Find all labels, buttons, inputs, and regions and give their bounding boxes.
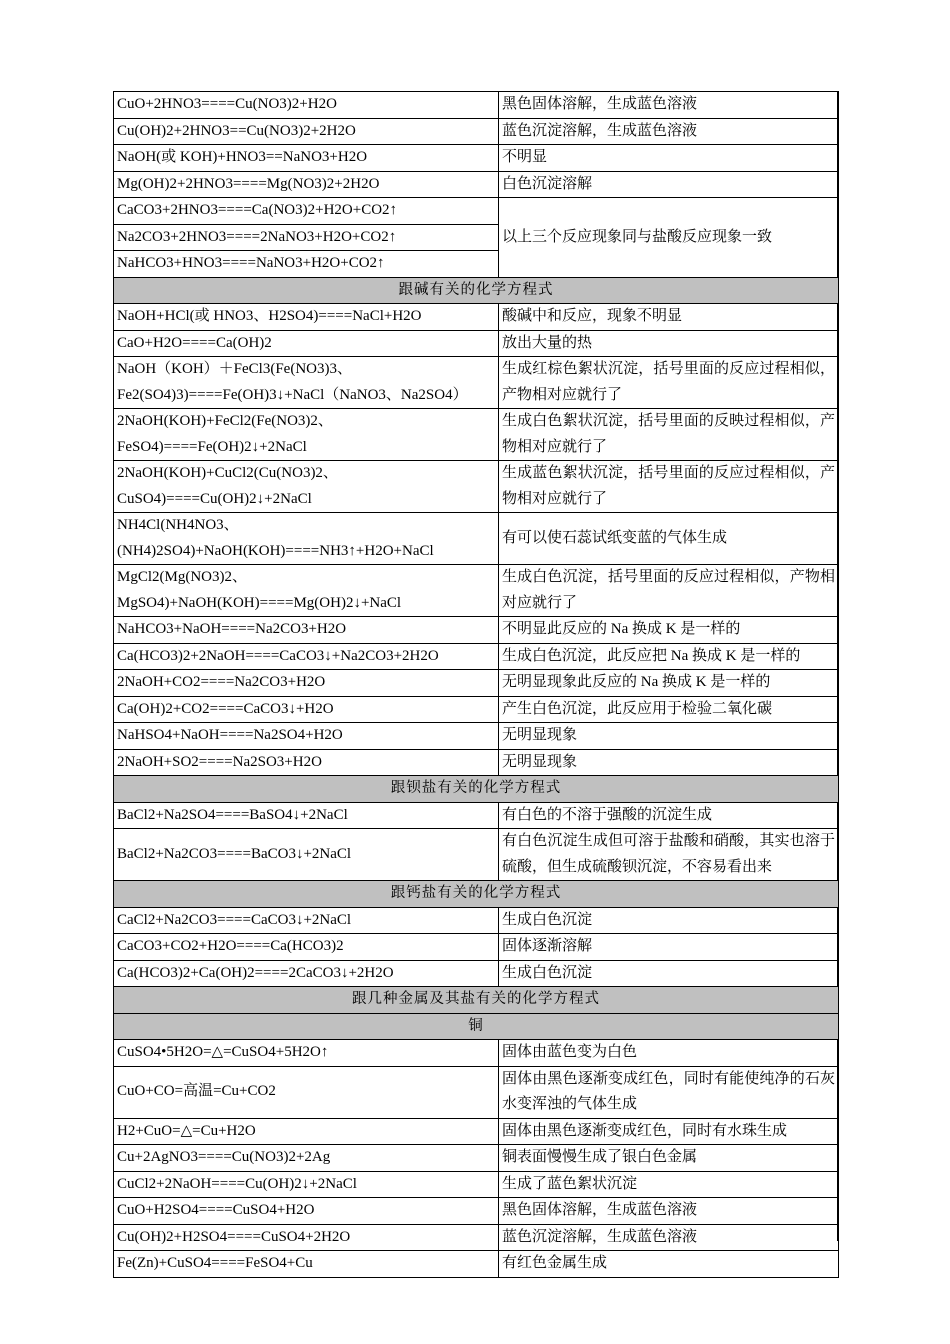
observation-cell: 固体由黑色逐渐变成红色，同时有能使纯净的石灰水变浑浊的气体生成 xyxy=(499,1066,839,1118)
equation-cell: NaHCO3+HNO3====NaNO3+H2O+CO2↑ xyxy=(114,251,499,278)
section-header-alkali: 跟碱有关的化学方程式 xyxy=(114,277,839,304)
table-row xyxy=(114,749,839,776)
observation-cell: 固体由黑色逐渐变成红色，同时有水珠生成 xyxy=(499,1118,839,1145)
equation-cell: CuCl2+2NaOH====Cu(OH)2↓+2NaCl xyxy=(114,1171,499,1198)
table-row xyxy=(114,1145,839,1172)
observation-cell: 固体逐渐溶解 xyxy=(499,934,839,961)
equation-cell: Cu+2AgNO3====Cu(NO3)2+2Ag xyxy=(114,1145,499,1172)
equation-line: MgCl2(Mg(NO3)2、 xyxy=(117,569,247,585)
table-row xyxy=(114,1251,839,1278)
observation-cell: 生成红棕色絮状沉淀，括号里面的反应过程相似，产物相对应就行了 xyxy=(499,357,839,409)
equation-cell: 2NaOH+SO2====Na2SO3+H2O xyxy=(114,749,499,776)
observation-cell: 白色沉淀溶解 xyxy=(499,171,839,198)
equation-cell xyxy=(114,461,499,513)
observation-cell: 生成白色沉淀，此反应把 Na 换成 K 是一样的 xyxy=(499,643,839,670)
table-row xyxy=(114,118,839,145)
reaction-table xyxy=(113,91,839,1278)
equation-cell: CaCO3+2HNO3====Ca(NO3)2+H2O+CO2↑ xyxy=(114,198,499,225)
table-row xyxy=(114,357,839,409)
document-page xyxy=(113,91,838,1278)
equation-line: Fe2(SO4)3)====Fe(OH)3↓+NaCl（NaNO3、Na2SO4） xyxy=(117,386,468,403)
equation-cell: CuO+CO=高温=Cu+CO2 xyxy=(114,1066,499,1118)
observation-cell: 铜表面慢慢生成了银白色金属 xyxy=(499,1145,839,1172)
equation-cell: BaCl2+Na2SO4====BaSO4↓+2NaCl xyxy=(114,802,499,829)
equation-cell xyxy=(114,409,499,461)
table-row xyxy=(114,461,839,513)
equation-cell: NaHCO3+NaOH====Na2CO3+H2O xyxy=(114,617,499,644)
observation-cell: 以上三个反应现象同与盐酸反应现象一致 xyxy=(499,198,839,278)
table-row xyxy=(114,92,839,119)
table-row xyxy=(114,829,839,881)
equation-cell: Cu(OH)2+H2SO4====CuSO4+2H2O xyxy=(114,1224,499,1251)
observation-cell: 产生白色沉淀，此反应用于检验二氧化碳 xyxy=(499,696,839,723)
equation-cell: Ca(OH)2+CO2====CaCO3↓+H2O xyxy=(114,696,499,723)
section-header-calcium: 跟钙盐有关的化学方程式 xyxy=(114,881,839,908)
observation-cell: 有红色金属生成 xyxy=(499,1251,839,1278)
equation-cell: Mg(OH)2+2HNO3====Mg(NO3)2+2H2O xyxy=(114,171,499,198)
equation-cell: Na2CO3+2HNO3====2NaNO3+H2O+CO2↑ xyxy=(114,224,499,251)
equation-cell: CuSO4•5H2O=△=CuSO4+5H2O↑ xyxy=(114,1040,499,1067)
equation-cell: NaHSO4+NaOH====Na2SO4+H2O xyxy=(114,723,499,750)
table-row xyxy=(114,171,839,198)
observation-cell: 生成蓝色絮状沉淀，括号里面的反应过程相似，产物相对应就行了 xyxy=(499,461,839,513)
observation-cell: 无明显现象此反应的 Na 换成 K 是一样的 xyxy=(499,670,839,697)
table-row xyxy=(114,1198,839,1225)
equation-cell: CaCl2+Na2CO3====CaCO3↓+2NaCl xyxy=(114,907,499,934)
table-row xyxy=(114,409,839,461)
observation-cell: 放出大量的热 xyxy=(499,330,839,357)
table-row xyxy=(114,696,839,723)
equation-line: FeSO4)====Fe(OH)2↓+2NaCl xyxy=(117,438,307,455)
observation-cell: 无明显现象 xyxy=(499,749,839,776)
equation-cell: Ca(HCO3)2+2NaOH====CaCO3↓+Na2CO3+2H2O xyxy=(114,643,499,670)
table-row xyxy=(114,1171,839,1198)
table-row xyxy=(114,304,839,331)
equation-line: NH4Cl(NH4NO3、 xyxy=(117,517,239,533)
equation-cell: CuO+2HNO3====Cu(NO3)2+H2O xyxy=(114,92,499,119)
table-row xyxy=(114,723,839,750)
observation-cell: 固体由蓝色变为白色 xyxy=(499,1040,839,1067)
observation-cell: 黑色固体溶解，生成蓝色溶液 xyxy=(499,1198,839,1225)
observation-cell: 不明显 xyxy=(499,145,839,172)
equation-cell: Cu(OH)2+2HNO3==Cu(NO3)2+2H2O xyxy=(114,118,499,145)
equation-cell: NaOH+HCl(或 HNO3、H2SO4)====NaCl+H2O xyxy=(114,304,499,331)
table-row xyxy=(114,907,839,934)
equation-line: 2NaOH(KOH)+FeCl2(Fe(NO3)2、 xyxy=(117,413,333,429)
observation-cell: 有白色的不溶于强酸的沉淀生成 xyxy=(499,802,839,829)
table-row xyxy=(114,565,839,617)
equation-cell xyxy=(114,565,499,617)
equation-line: CuSO4)====Cu(OH)2↓+2NaCl xyxy=(117,490,312,507)
section-header-barium: 跟钡盐有关的化学方程式 xyxy=(114,776,839,803)
observation-cell: 蓝色沉淀溶解，生成蓝色溶液 xyxy=(499,1224,839,1251)
equation-cell: CuO+H2SO4====CuSO4+H2O xyxy=(114,1198,499,1225)
table-row xyxy=(114,617,839,644)
equation-cell: Fe(Zn)+CuSO4====FeSO4+Cu xyxy=(114,1251,499,1278)
table-row xyxy=(114,513,839,565)
section-header-row xyxy=(114,987,839,1014)
section-header-row xyxy=(114,1013,839,1040)
equation-cell: 2NaOH+CO2====Na2CO3+H2O xyxy=(114,670,499,697)
table-row xyxy=(114,670,839,697)
equation-cell: BaCl2+Na2CO3====BaCO3↓+2NaCl xyxy=(114,829,499,881)
table-row xyxy=(114,934,839,961)
table-row xyxy=(114,145,839,172)
observation-cell: 酸碱中和反应，现象不明显 xyxy=(499,304,839,331)
table-row xyxy=(114,330,839,357)
equation-line: (NH4)2SO4)+NaOH(KOH)====NH3↑+H2O+NaCl xyxy=(117,542,434,559)
table-row xyxy=(114,1224,839,1251)
section-header-row xyxy=(114,277,839,304)
equation-cell: CaCO3+CO2+H2O====Ca(HCO3)2 xyxy=(114,934,499,961)
observation-cell: 无明显现象 xyxy=(499,723,839,750)
table-row xyxy=(114,1066,839,1118)
table-row xyxy=(114,1040,839,1067)
observation-cell: 生成白色絮状沉淀，括号里面的反映过程相似，产物相对应就行了 xyxy=(499,409,839,461)
section-header-row xyxy=(114,776,839,803)
observation-cell: 有可以使石蕊试纸变蓝的气体生成 xyxy=(499,513,839,565)
equation-cell: Ca(HCO3)2+Ca(OH)2====2CaCO3↓+2H2O xyxy=(114,960,499,987)
equation-cell xyxy=(114,357,499,409)
table-row xyxy=(114,1118,839,1145)
section-header-row xyxy=(114,881,839,908)
equation-line: MgSO4)+NaOH(KOH)====Mg(OH)2↓+NaCl xyxy=(117,594,402,611)
observation-cell: 生成白色沉淀 xyxy=(499,907,839,934)
observation-cell: 生成白色沉淀 xyxy=(499,960,839,987)
equation-cell: NaOH(或 KOH)+HNO3==NaNO3+H2O xyxy=(114,145,499,172)
observation-cell: 生成白色沉淀，括号里面的反应过程相似，产物相对应就行了 xyxy=(499,565,839,617)
equation-cell: CaO+H2O====Ca(OH)2 xyxy=(114,330,499,357)
equation-line: 2NaOH(KOH)+CuCl2(Cu(NO3)2、 xyxy=(117,465,338,481)
table-row xyxy=(114,643,839,670)
observation-cell: 生成了蓝色絮状沉淀 xyxy=(499,1171,839,1198)
observation-cell: 蓝色沉淀溶解，生成蓝色溶液 xyxy=(499,118,839,145)
table-row xyxy=(114,960,839,987)
table-row xyxy=(114,198,839,225)
equation-line: NaOH（KOH）＋FeCl3(Fe(NO3)3、 xyxy=(117,361,352,377)
equation-cell: H2+CuO=△=Cu+H2O xyxy=(114,1118,499,1145)
table-row xyxy=(114,802,839,829)
section-header-copper: 铜 xyxy=(114,1013,839,1040)
equation-cell xyxy=(114,513,499,565)
observation-cell: 不明显此反应的 Na 换成 K 是一样的 xyxy=(499,617,839,644)
observation-cell: 黑色固体溶解，生成蓝色溶液 xyxy=(499,92,839,119)
observation-cell: 有白色沉淀生成但可溶于盐酸和硝酸，其实也溶于硫酸，但生成硫酸钡沉淀，不容易看出来 xyxy=(499,829,839,881)
section-header-metals: 跟几种金属及其盐有关的化学方程式 xyxy=(114,987,839,1014)
